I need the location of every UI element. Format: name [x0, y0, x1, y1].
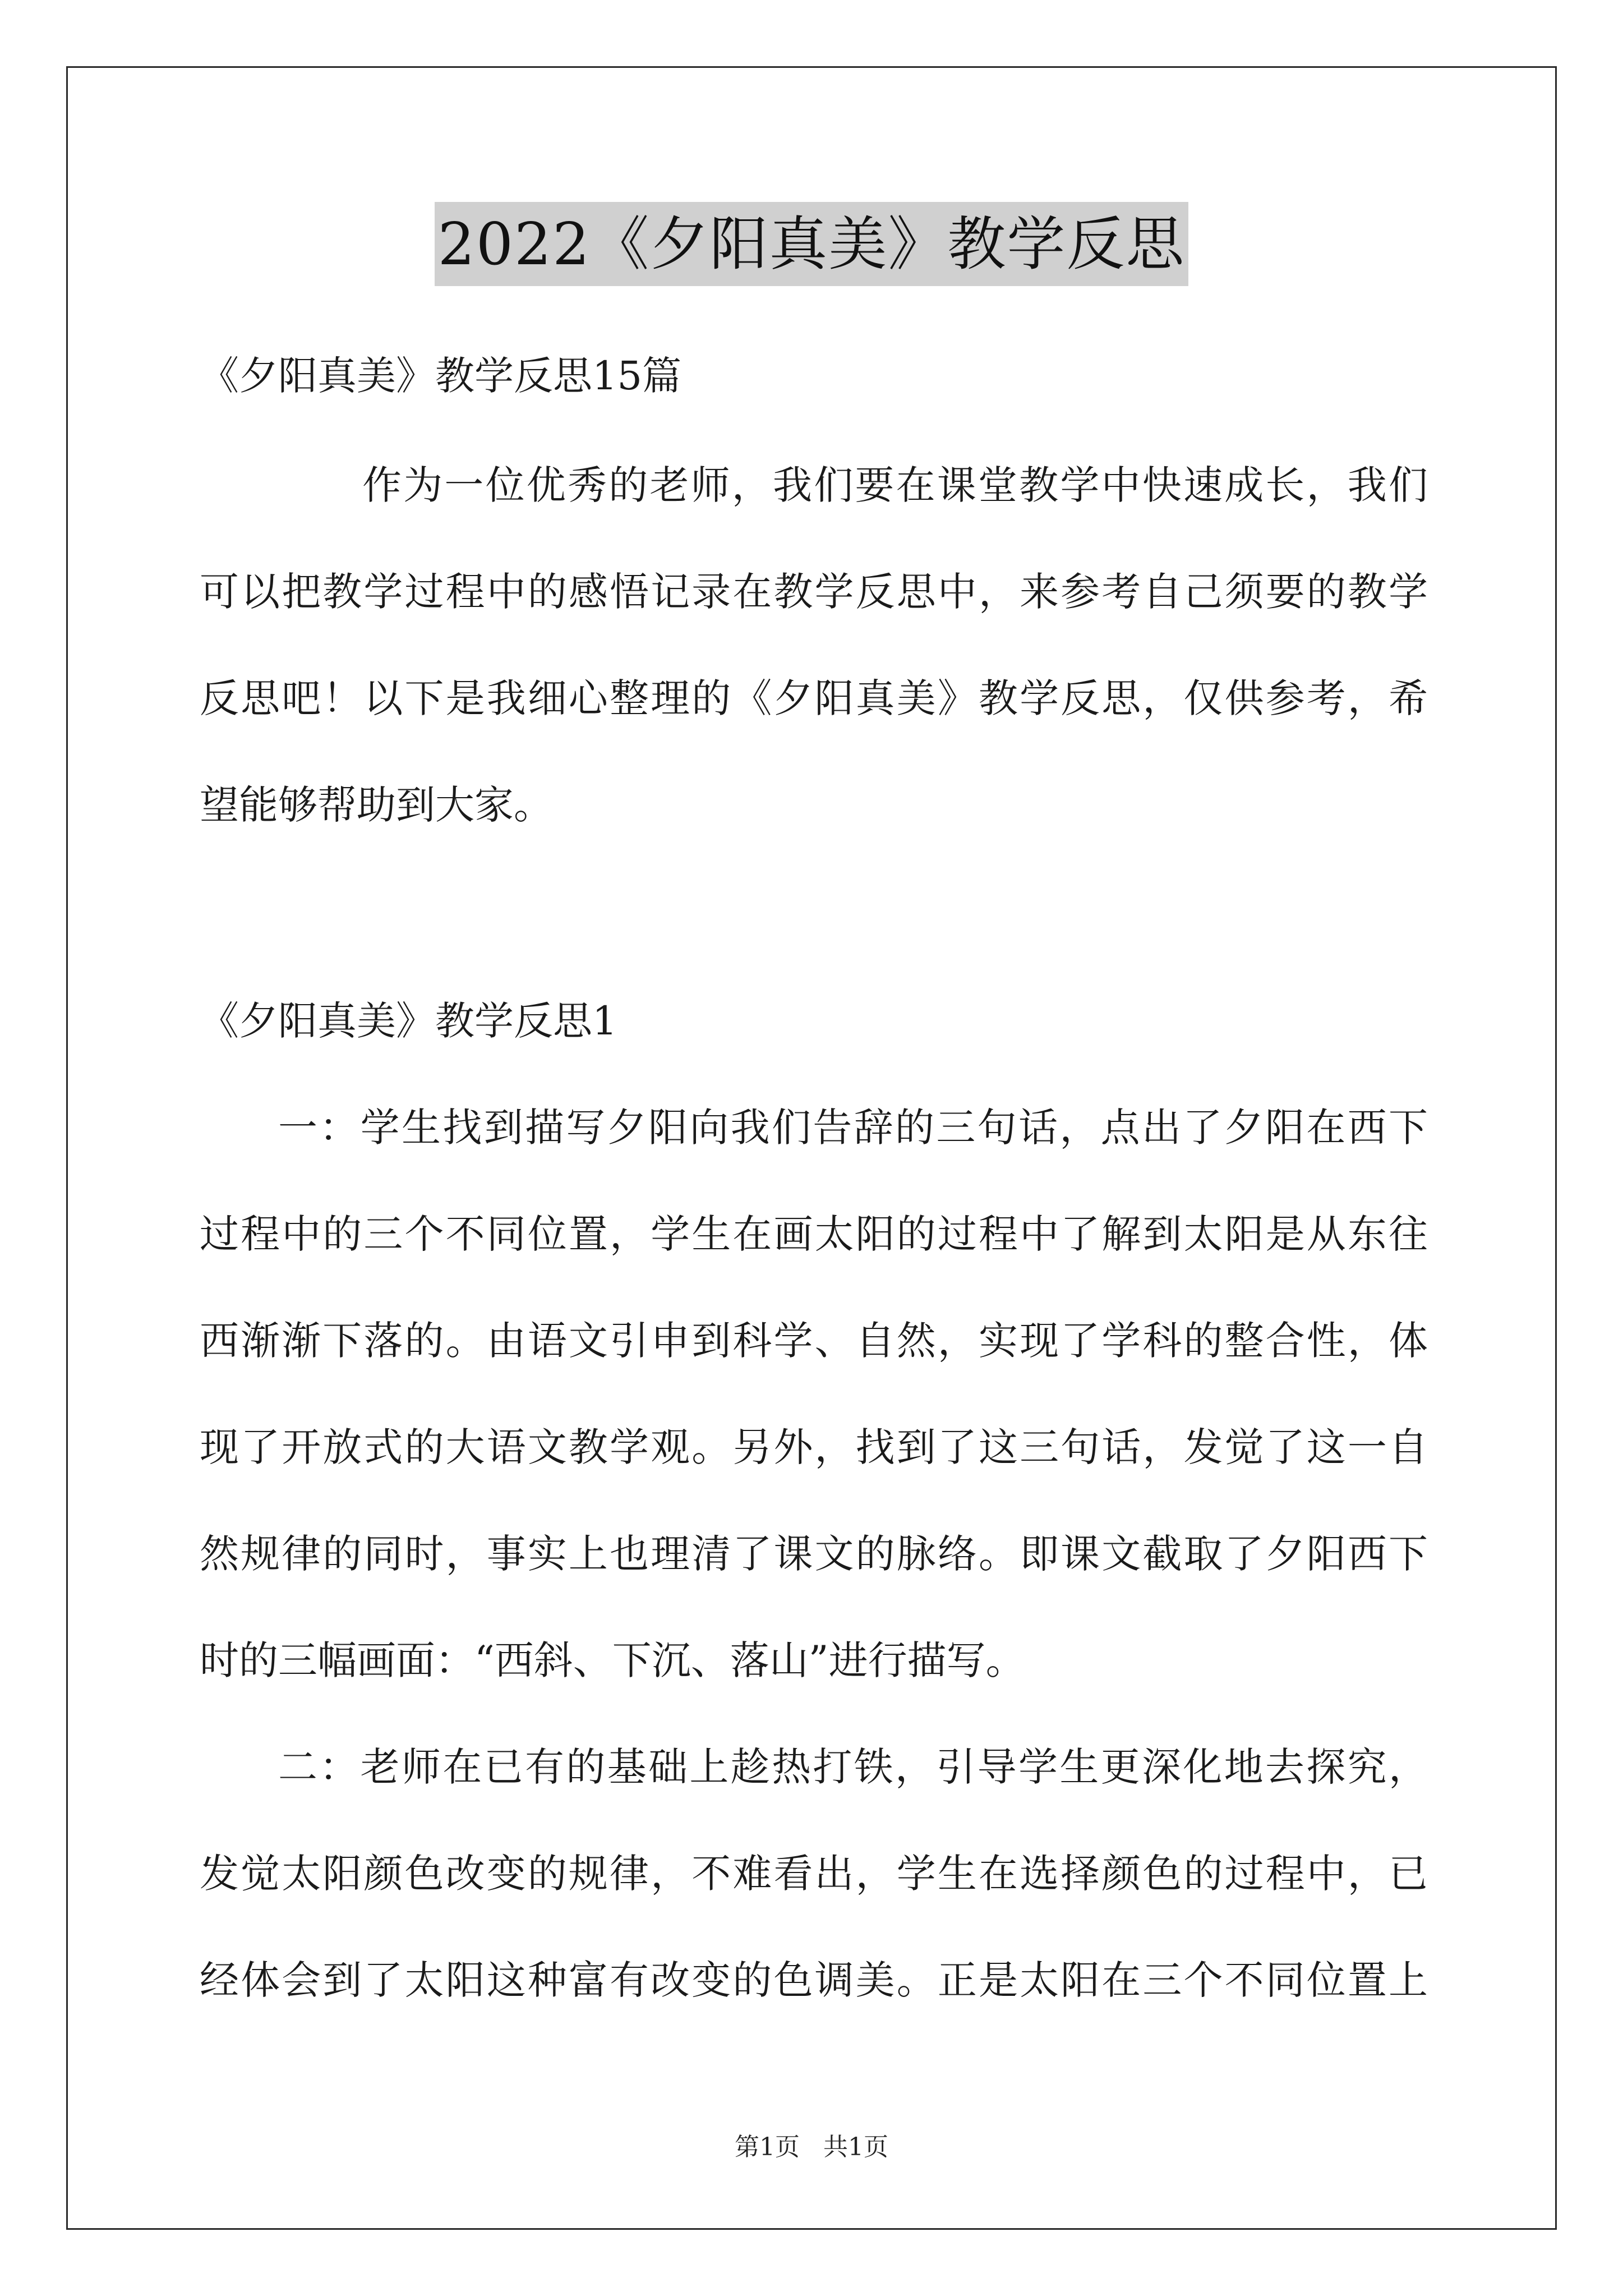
para1-line-1: 一：学生找到描写夕阳向我们告辞的三句话，点出了夕阳在西下	[278, 1105, 1428, 1151]
para1-line-2: 过程中的三个不同位置，学生在画太阳的过程中了解到太阳是从东往	[200, 1211, 1428, 1257]
title-container	[0, 202, 1623, 286]
intro-line-2: 可以把教学过程中的感悟记录在教学反思中，来参考自己须要的教学	[200, 569, 1428, 615]
intro-line-3: 反思吧！以下是我细心整理的《夕阳真美》教学反思，仅供参考，希	[200, 675, 1428, 721]
para2-line-3: 经体会到了太阳这种富有改变的色调美。正是太阳在三个不同位置上	[200, 1957, 1428, 2003]
document-subtitle: 《夕阳真美》教学反思15篇	[200, 353, 682, 399]
para2-line-1: 二：老师在已有的基础上趁热打铁，引导学生更深化地去探究，	[278, 1744, 1428, 1790]
page-footer: 第1页 共1页	[735, 2133, 888, 2161]
section-heading: 《夕阳真美》教学反思1	[200, 998, 617, 1044]
para1-line-3: 西渐渐下落的。由语文引申到科学、自然，实现了学科的整合性，体	[200, 1318, 1428, 1364]
intro-line-1: 作为一位优秀的老师，我们要在课堂教学中快速成长，我们	[362, 462, 1428, 508]
document-title: 2022《夕阳真美》教学反思	[435, 202, 1189, 286]
para1-line-5: 然规律的同时，事实上也理清了课文的脉络。即课文截取了夕阳西下	[200, 1531, 1428, 1577]
intro-line-4: 望能够帮助到大家。	[200, 782, 553, 828]
para1-line-4: 现了开放式的大语文教学观。另外，找到了这三句话，发觉了这一自	[200, 1424, 1428, 1470]
para2-line-2: 发觉太阳颜色改变的规律，不难看出，学生在选择颜色的过程中，已	[200, 1851, 1428, 1897]
para1-line-6: 时的三幅画面：“西斜、下沉、落山”进行描写。	[200, 1637, 1025, 1683]
